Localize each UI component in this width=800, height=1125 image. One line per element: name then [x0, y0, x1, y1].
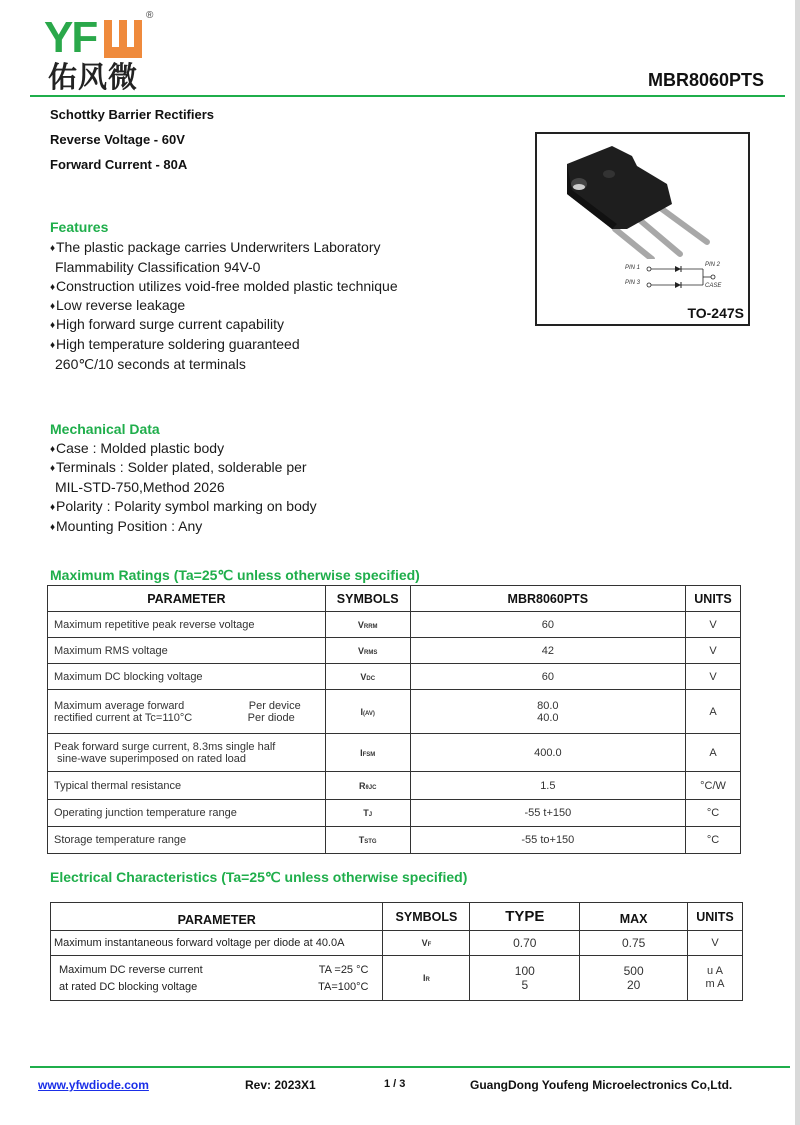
- revision: Rev: 2023X1: [245, 1078, 316, 1092]
- table-row: Storage temperature range TSTG -55 to+150 °C: [48, 827, 741, 854]
- feature-item: ♦High temperature soldering guaranteed: [50, 336, 300, 352]
- product-type: Schottky Barrier Rectifiers: [50, 107, 215, 122]
- footer-divider: [30, 1066, 790, 1068]
- forward-current: Forward Current - 80A: [50, 157, 188, 172]
- mechanical-item: ♦Polarity : Polarity symbol marking on body: [50, 498, 317, 514]
- feature-item-continued: 260℃/10 seconds at terminals: [55, 356, 246, 372]
- registered-mark: ®: [146, 10, 154, 21]
- package-image-box: [535, 132, 750, 326]
- header-divider: [30, 95, 785, 97]
- max-ratings-table: [47, 585, 741, 854]
- header-units: UNITS: [686, 586, 741, 612]
- table-row: Peak forward surge current, 8.3ms single half sine-wave superimposed on rated load IFSM 400.0 A: [48, 734, 741, 772]
- to247-package-icon: [537, 134, 748, 259]
- table-row: Maximum DC reverse current TA =25 °C at rated DC blocking voltage TA=100°C IR 100 5 500 20 u A m A: [51, 956, 743, 1001]
- website-link[interactable]: www.yfwdiode.com: [38, 1078, 149, 1092]
- logo-w-mark: [104, 20, 142, 58]
- table-row: Maximum repetitive peak reverse voltage VRRM 60 V: [48, 612, 741, 638]
- table-row: Maximum RMS voltage VRMS 42 V: [48, 638, 741, 664]
- logo-text: YF: [44, 13, 97, 62]
- logo-chinese-name: 佑风微: [48, 60, 139, 94]
- mechanical-item: ♦Terminals : Solder plated, solderable per: [50, 459, 307, 475]
- feature-item: ♦The plastic package carries Underwriters Laboratory: [50, 239, 381, 255]
- mechanical-heading: Mechanical Data: [50, 421, 160, 437]
- company-name: GuangDong Youfeng Microelectronics Co,Ltd.: [470, 1078, 733, 1092]
- table-header-row: [48, 586, 741, 612]
- page-number: 1 / 3: [384, 1078, 406, 1090]
- mechanical-item: ♦Mounting Position : Any: [50, 518, 203, 534]
- max-ratings-heading: Maximum Ratings (Ta=25℃ unless otherwise specified): [50, 567, 420, 583]
- features-heading: Features: [50, 219, 109, 235]
- reverse-voltage: Reverse Voltage - 60V: [50, 132, 185, 147]
- pin-schematic: PIN 1 PIN 3 PIN 2 CASE: [625, 264, 735, 294]
- header-symbols: SYMBOLS: [325, 586, 410, 612]
- mechanical-item: ♦Case : Molded plastic body: [50, 440, 225, 456]
- table-header-row: PARAMETER SYMBOLS TYPE MAX UNITS: [51, 903, 743, 931]
- electrical-heading: Electrical Characteristics (Ta=25℃ unless otherwise specified): [50, 869, 468, 885]
- header-part: MBR8060PTS: [410, 586, 685, 612]
- table-row: Maximum DC blocking voltage VDC 60 V: [48, 664, 741, 690]
- company-logo: [44, 8, 154, 94]
- diode-symbol-icon: [625, 264, 735, 294]
- scrollbar[interactable]: [795, 0, 800, 1125]
- table-row: Operating junction temperature range TJ -55 t+150 °C: [48, 800, 741, 827]
- mechanical-item-continued: MIL-STD-750,Method 2026: [55, 479, 225, 495]
- table-row: Typical thermal resistance RθJC 1.5 °C/W: [48, 772, 741, 800]
- table-row: Maximum average forward Per device rectified current at Tc=110°C Per diode I(AV) 80.0 40.0 A: [48, 690, 741, 734]
- feature-item: ♦Low reverse leakage: [50, 297, 186, 313]
- package-name: TO-247S: [687, 305, 744, 321]
- part-number-title: MBR8060PTS: [647, 70, 764, 90]
- table-row: Maximum instantaneous forward voltage per diode at 40.0A VF 0.70 0.75 V: [51, 931, 743, 956]
- feature-item: ♦High forward surge current capability: [50, 316, 284, 332]
- header-parameter: PARAMETER: [48, 586, 326, 612]
- feature-item-continued: Flammability Classification 94V-0: [55, 259, 261, 275]
- feature-item: ♦Construction utilizes void-free molded plastic technique: [50, 278, 398, 294]
- electrical-table: [50, 902, 743, 1001]
